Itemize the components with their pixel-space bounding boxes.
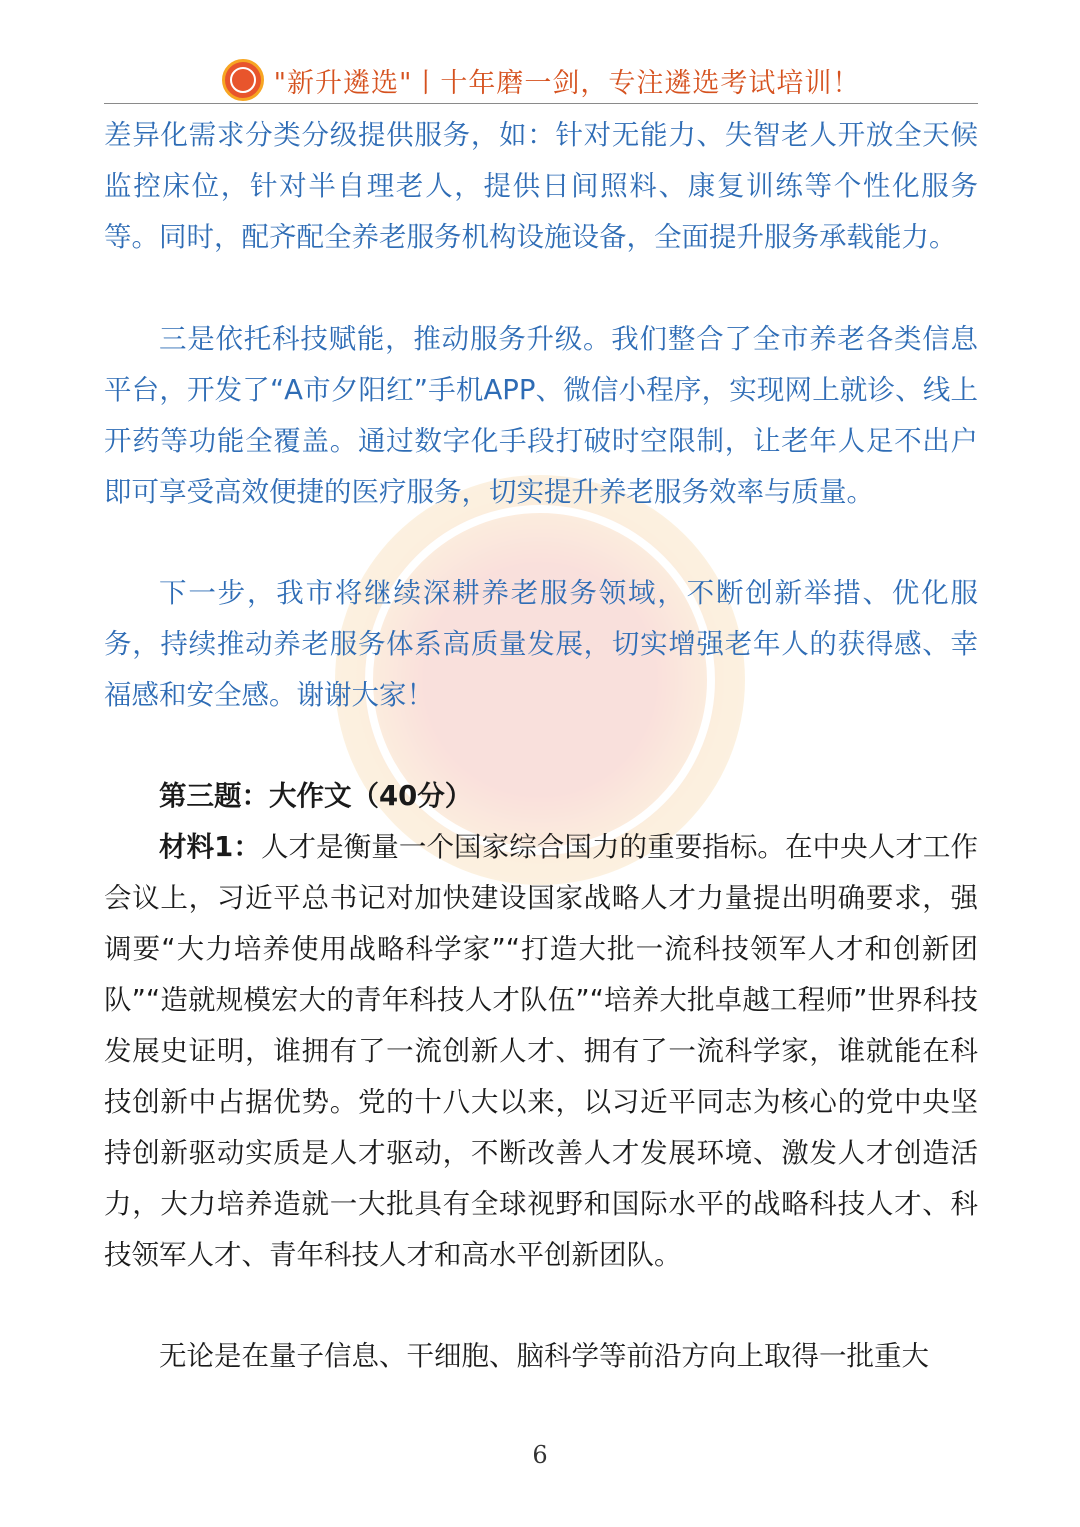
answer-paragraph-3: 下一步，我市将继续深耕养老服务领域，不断创新举措、优化服务，持续推动养老服务体系高质量发展，切实增强老年人的获得感、幸福感和安全感。谢谢大家！ [104, 577, 978, 711]
material-label: 材料1： [159, 831, 261, 863]
answer-paragraph-1: 差异化需求分类分级提供服务，如：针对无能力、失智老人开放全天候监控床位，针对半自理老人，提供日间照料、康复训练等个性化服务等。同时，配齐配全养老服务机构设施设备，全面提升服务承载能力。 [104, 119, 978, 253]
institution-logo-icon [222, 59, 264, 101]
header-title: "新升遴选"丨十年磨一剑，专注遴选考试培训！ [273, 67, 861, 99]
page-number: 6 [532, 1441, 548, 1469]
material-text-1: 人才是衡量一个国家综合国力的重要指标。在中央人才工作会议上，习近平总书记对加快建设国家战略人才力量提出明确要求，强调要“大力培养使用战略科学家”“打造大批一流科技领军人才和创新团队”“造就规模宏大的青年科技人才队伍”“培养大批卓越工程师”世界科技发展史证明，谁拥有了一流创新人才、拥有了一流科学家，谁就能在科技创新中占据优势。党的十八大以来，以习近平同志为核心的党中央坚持创新驱动实质是人才驱动，不断改善人才发展环境、激发人才创造活力，大力培养造就一大批具有全球视野和国际水平的战略科技人才、科技领军人才、青年科技人才和高水平创新团队。 [104, 831, 979, 1271]
answer-paragraph-2: 三是依托科技赋能，推动服务升级。我们整合了全市养老各类信息平台，开发了“A市夕阳红”手机APP、微信小程序，实现网上就诊、线上开药等功能全覆盖。通过数字化手段打破时空限制，让老年人足不出户即可享受高效便捷的医疗服务，切实提升养老服务效率与质量。 [104, 323, 978, 508]
header-divider [104, 103, 978, 104]
question-title: 第三题：大作文（40分） [159, 780, 473, 812]
material-paragraph-1 [104, 822, 978, 1281]
material-paragraph-2: 无论是在量子信息、干细胞、脑科学等前沿方向上取得一批重大 [159, 1340, 929, 1372]
page-header [104, 56, 978, 104]
